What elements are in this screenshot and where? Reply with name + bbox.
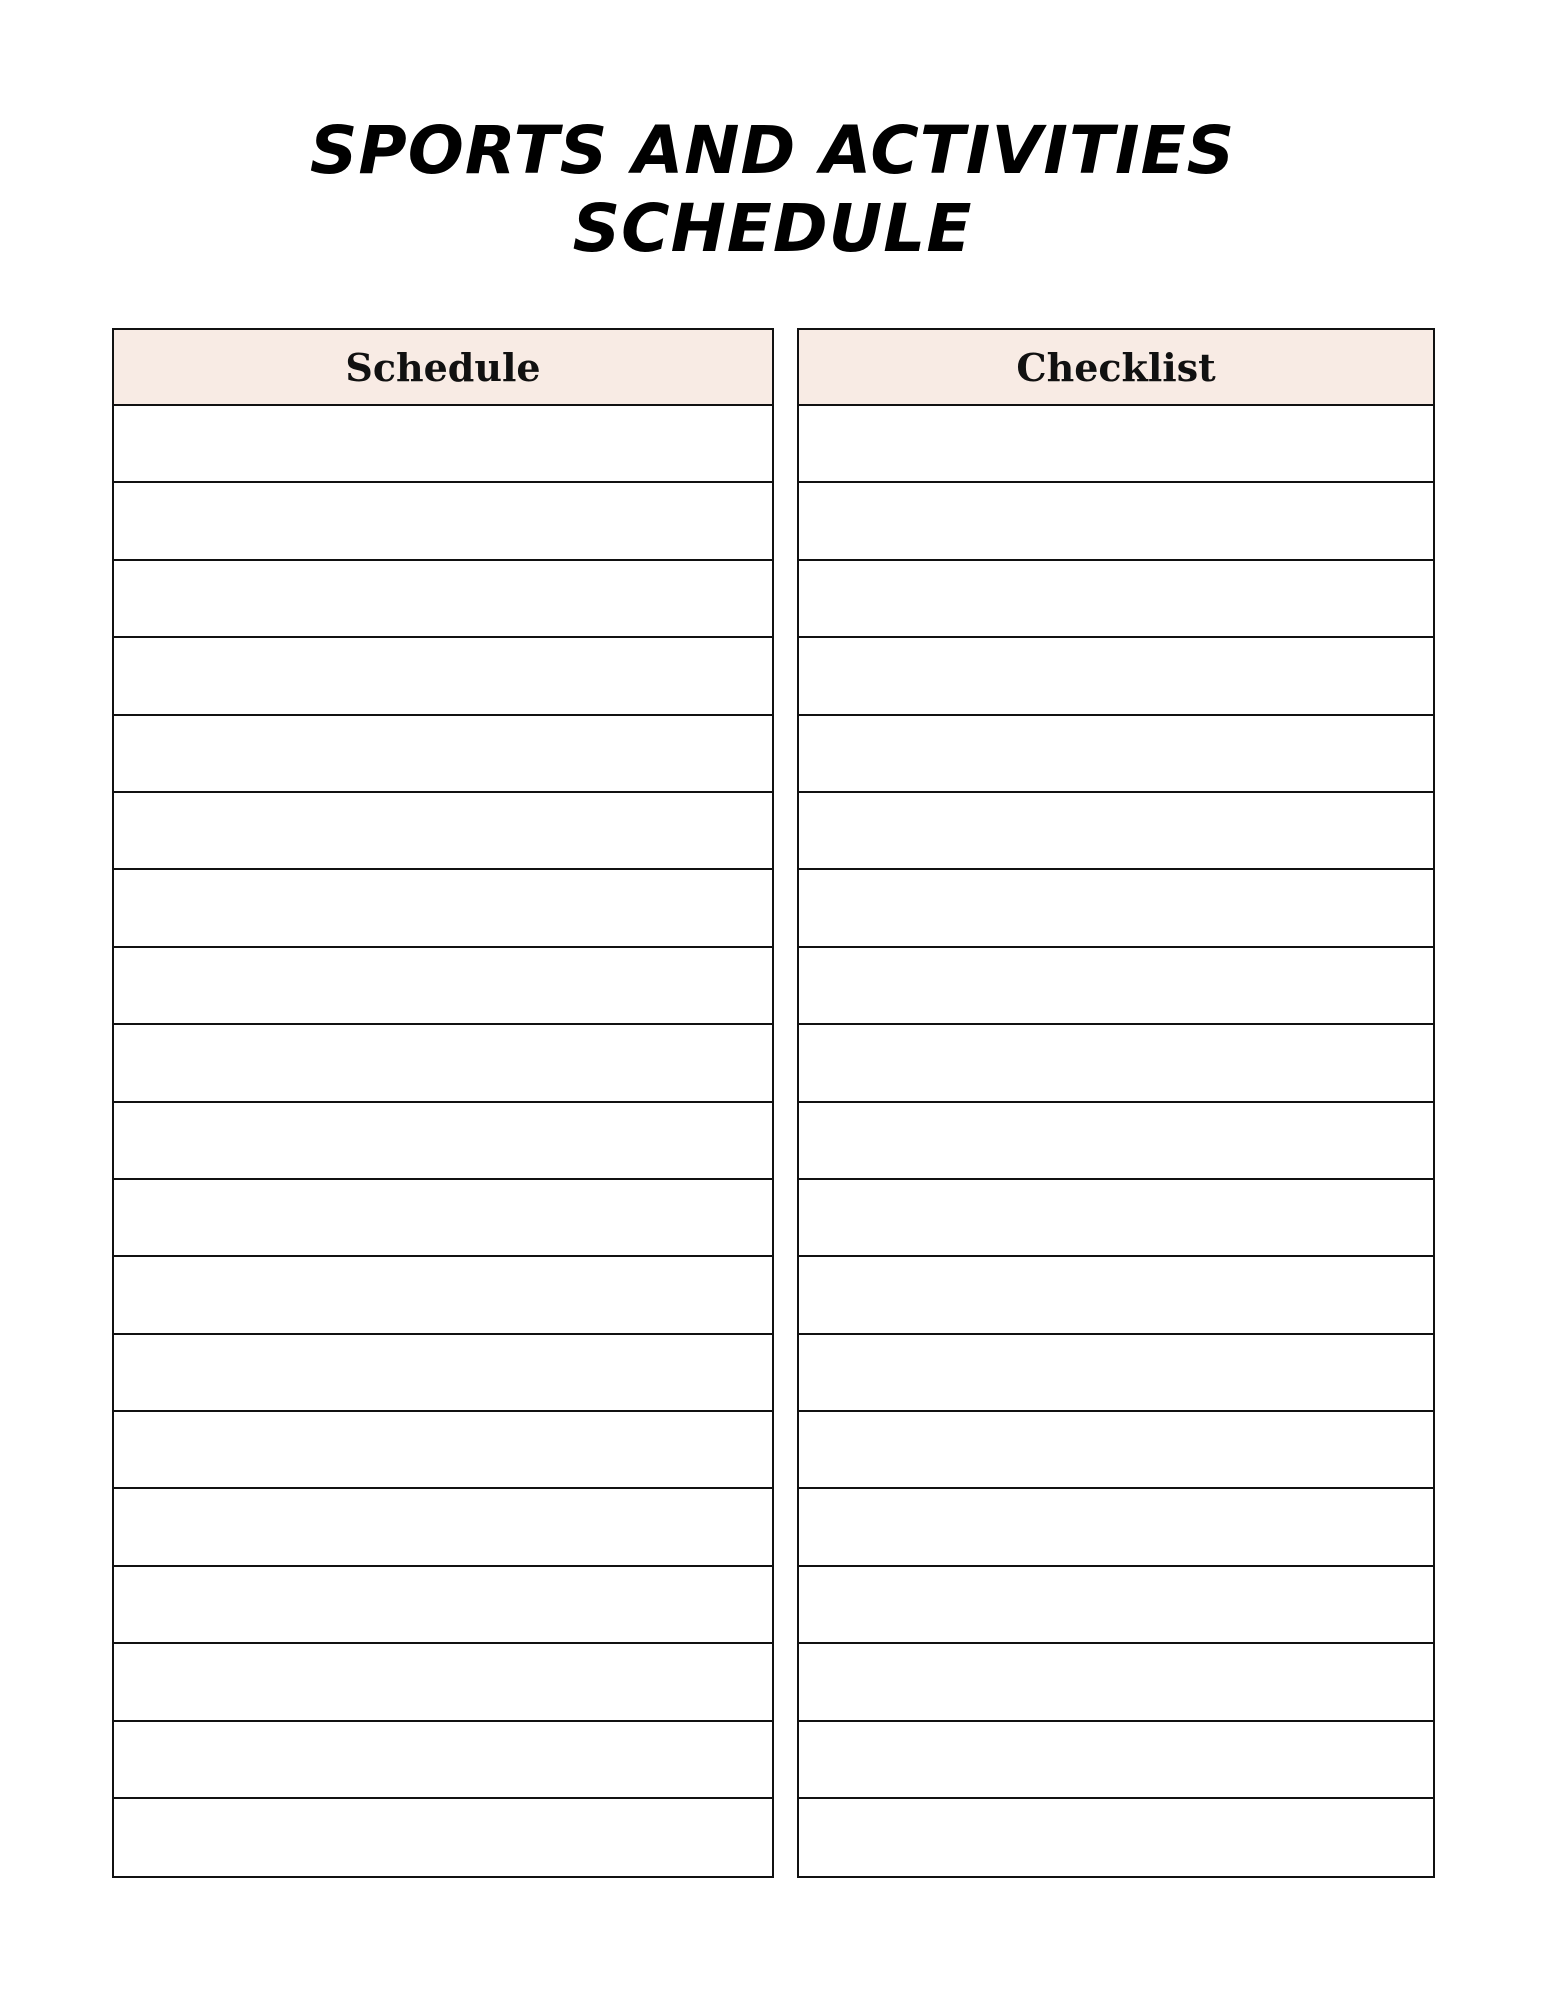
schedule-entry-row[interactable] — [114, 1412, 772, 1489]
schedule-entry-row[interactable] — [114, 793, 772, 870]
schedule-header: Schedule — [114, 330, 772, 406]
checklist-entry-row[interactable] — [799, 870, 1433, 947]
schedule-entry-row[interactable] — [114, 1489, 772, 1566]
schedule-entry-row[interactable] — [114, 1722, 772, 1799]
schedule-entry-row[interactable] — [114, 406, 772, 483]
checklist-entry-row[interactable] — [799, 1644, 1433, 1721]
checklist-entry-row[interactable] — [799, 1722, 1433, 1799]
checklist-entry-row[interactable] — [799, 793, 1433, 870]
schedule-entry-row[interactable] — [114, 716, 772, 793]
checklist-entry-row[interactable] — [799, 1567, 1433, 1644]
checklist-entry-row[interactable] — [799, 1025, 1433, 1102]
checklist-entry-row[interactable] — [799, 716, 1433, 793]
checklist-entry-row[interactable] — [799, 483, 1433, 560]
checklist-entry-row[interactable] — [799, 1180, 1433, 1257]
schedule-entry-row[interactable] — [114, 1257, 772, 1334]
checklist-entry-row[interactable] — [799, 406, 1433, 483]
schedule-entry-row[interactable] — [114, 1103, 772, 1180]
checklist-entry-row[interactable] — [799, 638, 1433, 715]
checklist-entry-row[interactable] — [799, 1257, 1433, 1334]
schedule-entry-row[interactable] — [114, 948, 772, 1025]
checklist-entry-row[interactable] — [799, 1335, 1433, 1412]
checklist-header: Checklist — [799, 330, 1433, 406]
checklist-entry-row[interactable] — [799, 1103, 1433, 1180]
checklist-entry-row[interactable] — [799, 1799, 1433, 1876]
schedule-entry-row[interactable] — [114, 1335, 772, 1412]
checklist-entry-row[interactable] — [799, 948, 1433, 1025]
checklist-entry-row[interactable] — [799, 561, 1433, 638]
page-title — [0, 112, 1545, 268]
schedule-entry-row[interactable] — [114, 1644, 772, 1721]
schedule-entry-row[interactable] — [114, 483, 772, 560]
checklist-entry-row[interactable] — [799, 1489, 1433, 1566]
schedule-entry-row[interactable] — [114, 1567, 772, 1644]
checklist-entry-row[interactable] — [799, 1412, 1433, 1489]
schedule-table — [112, 328, 774, 1878]
schedule-entry-row[interactable] — [114, 870, 772, 947]
checklist-table — [797, 328, 1435, 1878]
schedule-entry-row[interactable] — [114, 1180, 772, 1257]
schedule-entry-row[interactable] — [114, 1799, 772, 1876]
schedule-entry-row[interactable] — [114, 561, 772, 638]
schedule-entry-row[interactable] — [114, 638, 772, 715]
schedule-entry-row[interactable] — [114, 1025, 772, 1102]
page-title-line-1: SPORTS AND ACTIVITIES — [309, 112, 1236, 189]
page-title-line-2: SCHEDULE — [572, 190, 973, 267]
